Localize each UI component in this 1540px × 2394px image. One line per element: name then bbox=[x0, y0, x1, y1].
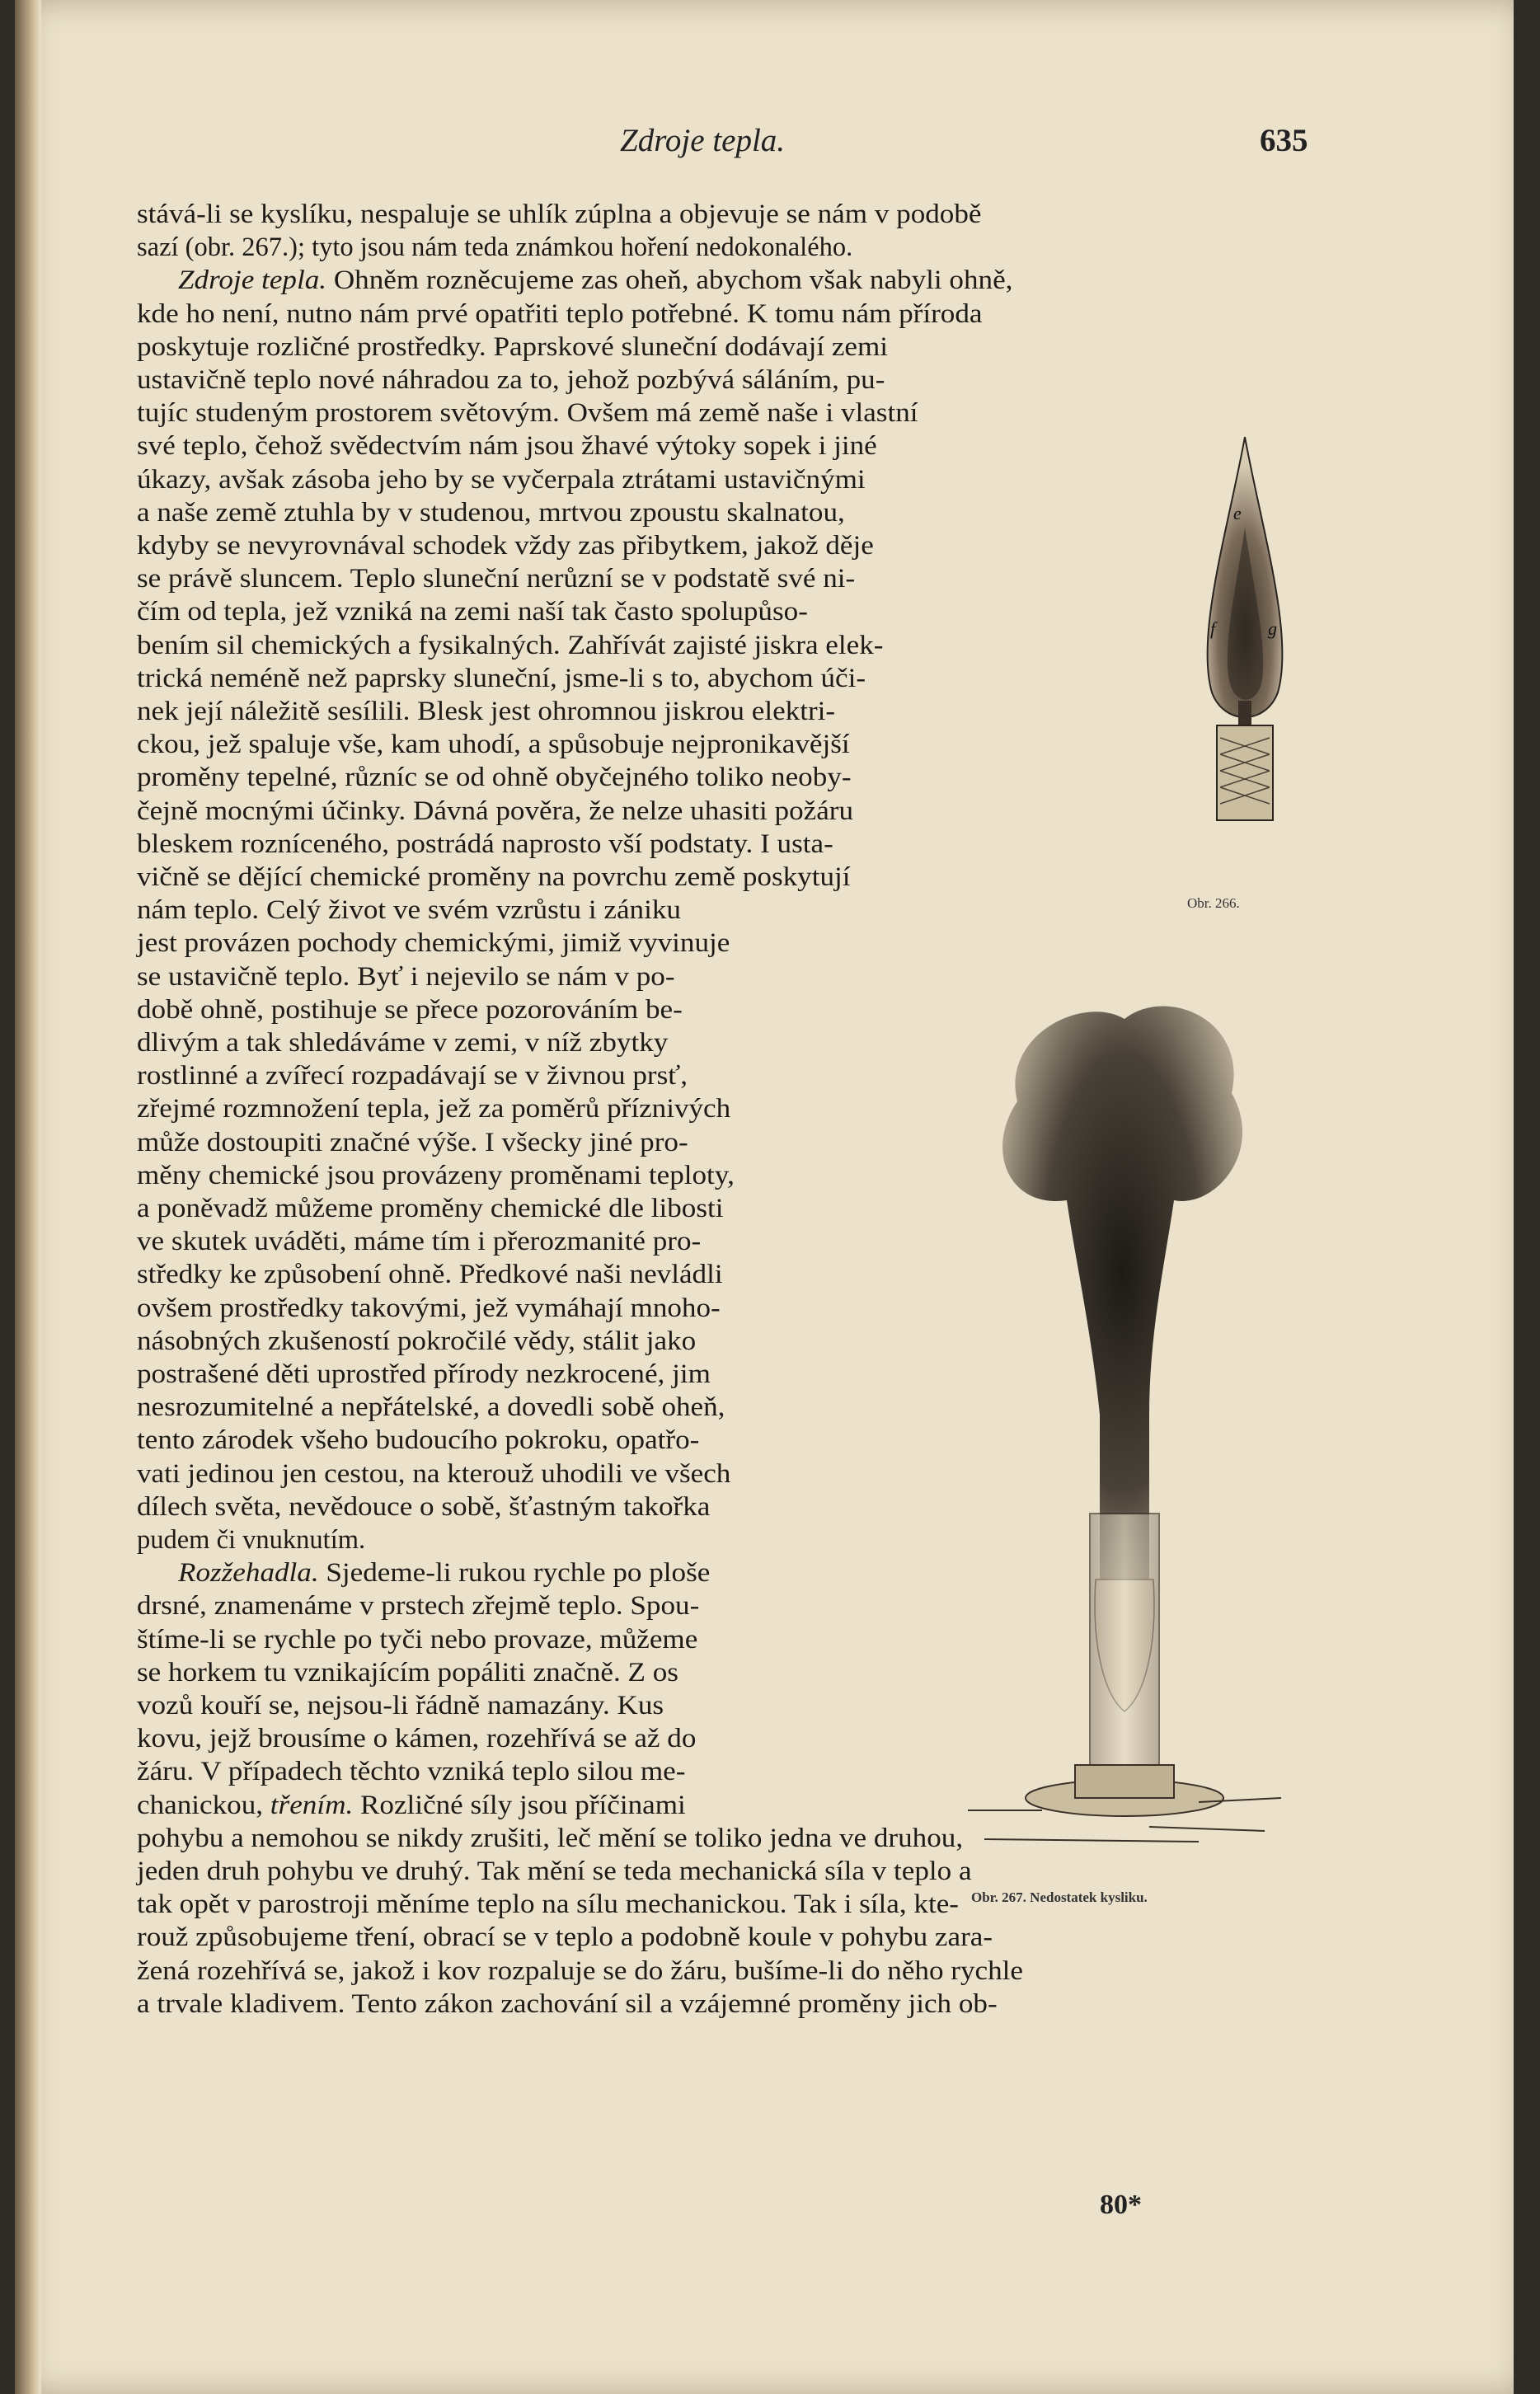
text-line: trická neméně než paprsky sluneční, jsme-li s to, abychom úči- bbox=[137, 663, 866, 693]
text-line: zřejmé rozmnožení tepla, jež za poměrů příznivých bbox=[137, 1094, 731, 1124]
text-line: Zdroje tepla. Ohněm rozněcujeme zas oheň, abychom však nabyli ohně, bbox=[178, 265, 1013, 296]
text-line: měny chemické jsou provázeny proměnami teploty, bbox=[137, 1160, 735, 1190]
signature-mark: 80* bbox=[1100, 2190, 1142, 2220]
text-line: postrašené děti uprostřed přírody nezkrocené, jim bbox=[137, 1359, 711, 1389]
text-line: pudem či vnuknutím. bbox=[137, 1525, 366, 1555]
text-line: žená rozehřívá se, jakož i kov rozpaluje se do žáru, bušíme-li do něho rychle bbox=[137, 1955, 1024, 1986]
figure-266-caption: Obr. 266. bbox=[1187, 895, 1240, 911]
text-line: nám teplo. Celý život ve svém vzrůstu i zániku bbox=[137, 895, 681, 926]
figure-267-caption: Obr. 267. Nedostatek kysliku. bbox=[971, 1889, 1148, 1905]
text-line: a poněvadž můžeme proměny chemické dle libosti bbox=[137, 1194, 724, 1223]
text-line: tujíc studeným prostorem světovým. Ovšem má země naše i vlastní bbox=[137, 398, 918, 429]
text-line: ovšem prostředky takovými, jež vymáhají mnoho- bbox=[137, 1293, 721, 1323]
text-line: své teplo, čehož svědectvím nám jsou žhavé výtoky sopek i jiné bbox=[137, 431, 877, 462]
text-line: bením sil chemických a fysikalných. Zahřívát zajisté jiskra elek- bbox=[137, 630, 884, 660]
text-line: tak opět v parostroji měníme teplo na sílu mechanickou. Tak i síla, kte- bbox=[137, 1889, 959, 1920]
text-line: kovu, jejž brousíme o kámen, rozehřívá se až do bbox=[137, 1724, 697, 1754]
text-line: se horkem tu vznikajícím popáliti značně. Z os bbox=[137, 1657, 678, 1688]
text-line: pohybu a nemohou se nikdy zrušiti, leč mění se toliko jedna ve druhou, bbox=[137, 1823, 964, 1853]
figure-label-e: e bbox=[1233, 503, 1242, 523]
text-line: poskytuje rozličné prostředky. Paprskové sluneční dodávají zemi bbox=[137, 331, 889, 362]
text-line: kde ho není, nutno nám prvé opatřiti teplo potřebné. K tomu nám příroda bbox=[137, 298, 983, 329]
text-line: dlivým a tak shledáváme v zemi, v níž zbytky bbox=[137, 1028, 669, 1058]
figure-267-smoky-flame bbox=[951, 986, 1298, 1876]
text-line: vozů kouří se, nejsou-li řádně namazány. Kus bbox=[137, 1691, 664, 1720]
text-line: nesrozumitelné a nepřátelské, a dovedli sobě oheň, bbox=[137, 1392, 725, 1423]
glass-cylinder bbox=[1090, 1514, 1159, 1769]
text-line: dílech světa, nevědouce o sobě, šťastným takořka bbox=[137, 1491, 711, 1522]
book-page bbox=[15, 0, 1514, 2394]
text-line: bleskem rozníceného, postrádá naprosto vší podstaty. I usta- bbox=[137, 829, 833, 859]
text-line: rouž způsobujeme tření, obrací se v teplo a podobně koule v pohybu zara- bbox=[137, 1922, 993, 1953]
text-line: jest provázen pochody chemickými, jimiž vyvinuje bbox=[137, 928, 730, 959]
text-line: násobných zkušeností pokročilé vědy, stálit jako bbox=[137, 1326, 697, 1356]
text-line: drsné, znamenáme v prstech zřejmě teplo. Spou- bbox=[137, 1591, 700, 1622]
text-line: se právě sluncem. Teplo sluneční nerůzní se v podstatě své ni- bbox=[137, 564, 856, 594]
text-line: vati jedinou jen cestou, na kterouž uhodili ve všech bbox=[137, 1458, 731, 1489]
text-line: ve skutek uváděti, máme tím i přerozmanité pro- bbox=[137, 1227, 702, 1257]
cylinder-foot bbox=[1075, 1765, 1174, 1798]
text-line: době ohně, postihuje se přece pozorováním be- bbox=[137, 994, 683, 1025]
text-line: kdyby se nevyrovnával schodek vždy zas přibytkem, jakož děje bbox=[137, 531, 874, 561]
text-line: a naše země ztuhla by v studenou, mrtvou zpoustu skalnatou, bbox=[137, 497, 845, 528]
text-line: ustavičně teplo nové náhradou za to, jehož pozbývá sáláním, pu- bbox=[137, 365, 885, 395]
text-line: jeden druh pohybu ve druhý. Tak mění se teda mechanická síla v teplo a bbox=[137, 1857, 972, 1886]
text-line: čím od tepla, jež vzniká na zemi naší tak často spolupůso- bbox=[137, 597, 808, 627]
figure-266-candle-flame bbox=[1179, 429, 1311, 824]
text-line: štíme-li se rychle po tyči nebo provaze, můžeme bbox=[137, 1624, 698, 1655]
text-line: žáru. V případech těchto vzniká teplo silou me- bbox=[137, 1757, 686, 1787]
running-title: Zdroje tepla. bbox=[620, 123, 786, 158]
text-line: ckou, jež spaluje vše, kam uhodí, a spůsobuje nejpronikavější bbox=[137, 730, 850, 760]
text-line: čejně mocnými účinky. Dávná pověra, že nelze uhasiti požáru bbox=[137, 796, 854, 826]
text-line: vičně se dějící chemické proměny na povrchu země poskytují bbox=[137, 862, 851, 892]
text-line: může dostoupiti značné výše. I všecky jiné pro- bbox=[137, 1127, 688, 1157]
text-line: tento zárodek všeho budoucího pokroku, opatřo- bbox=[137, 1425, 700, 1456]
text-line: a trvale kladivem. Tento zákon zachování sil a vzájemné proměny jich ob- bbox=[137, 1988, 998, 2019]
text-line: stává-li se kyslíku, nespaluje se uhlík zúplna a objevuje se nám v podobě bbox=[137, 200, 982, 229]
book-spine-shadow bbox=[15, 0, 41, 2394]
text-line: středky ke způsobení ohně. Předkové naši nevládli bbox=[137, 1260, 723, 1290]
page-number: 635 bbox=[1260, 123, 1308, 158]
text-line: se ustavičně teplo. Byť i nejevilo se nám v po- bbox=[137, 961, 675, 992]
text-line: sazí (obr. 267.); tyto jsou nám teda známkou hoření nedokonalého. bbox=[137, 232, 853, 263]
text-line: nek její náležitě sesílili. Blesk jest ohromnou jiskrou elektri- bbox=[137, 697, 836, 726]
candle-wick bbox=[1238, 701, 1251, 725]
figure-label-f: f bbox=[1210, 618, 1216, 639]
text-line: rostlinné a zvířecí rozpadávají se v živnou prsť, bbox=[137, 1061, 688, 1091]
text-line: proměny tepelné, různíc se od ohně obyčejného toliko neoby- bbox=[137, 763, 852, 793]
text-line: úkazy, avšak zásoba jeho by se vyčerpala ztrátami ustavičnými bbox=[137, 464, 866, 495]
text-line: Rozžehadla. Sjedeme-li rukou rychle po ploše bbox=[178, 1558, 711, 1589]
figure-label-g: g bbox=[1268, 618, 1277, 639]
text-line: chanickou, třením. Rozličné síly jsou příčinami bbox=[137, 1790, 686, 1820]
